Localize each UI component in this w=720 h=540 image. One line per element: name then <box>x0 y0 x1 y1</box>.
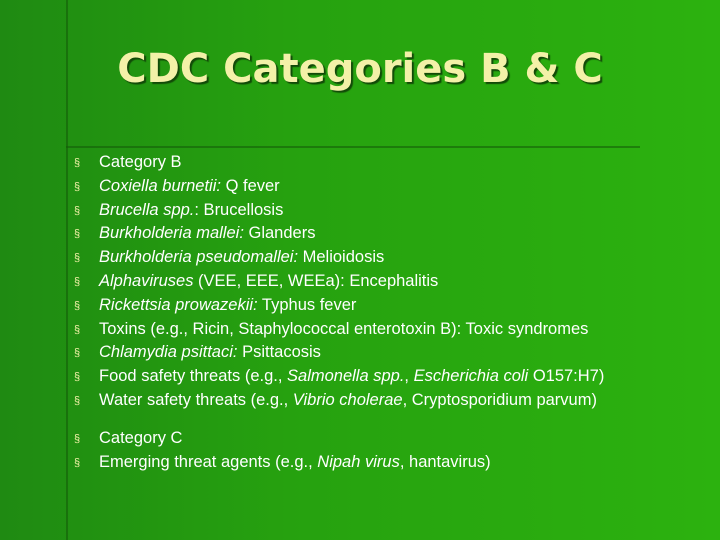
italic-run: Escherichia coli <box>413 367 529 386</box>
bullet-icon: § <box>74 299 81 312</box>
bullet-icon: § <box>74 180 81 193</box>
bullet-group <box>74 152 714 414</box>
italic-run: Coxiella burnetii: <box>99 176 221 195</box>
bullet-item <box>74 428 714 452</box>
bullet-text <box>99 295 356 317</box>
bullet-icon: § <box>74 252 81 265</box>
bullet-item <box>74 176 714 200</box>
bullet-group <box>74 428 714 476</box>
bullet-list <box>74 152 714 475</box>
bullet-item <box>74 247 714 271</box>
bullet-item <box>74 390 714 414</box>
bullet-icon: § <box>74 157 81 169</box>
bullet-item <box>74 223 714 247</box>
text-run: Food safety threats (e.g., <box>99 367 288 386</box>
italic-run: Vibrio cholerae <box>292 390 403 409</box>
italic-run: Brucella spp. <box>99 200 195 219</box>
bullet-text <box>99 152 182 174</box>
bullet-item <box>74 152 714 176</box>
bullet-text <box>99 390 597 412</box>
text-run: Glanders <box>243 224 316 243</box>
bullet-item <box>74 319 714 343</box>
bullet-text <box>99 247 384 269</box>
bullet-icon: § <box>74 275 81 288</box>
text-run: , <box>404 367 414 386</box>
bullet-item <box>74 295 714 319</box>
bullet-item <box>74 452 714 476</box>
text-run: Water safety threats (e.g., <box>99 390 293 409</box>
slide-title: CDC Categories B & C <box>117 46 603 92</box>
bullet-item <box>74 342 714 366</box>
bullet-text <box>99 319 588 341</box>
bullet-item <box>74 271 714 295</box>
bullet-icon: § <box>74 394 81 407</box>
bullet-text <box>99 176 280 198</box>
bullet-icon: § <box>74 228 81 241</box>
bullet-text <box>99 223 315 245</box>
bullet-text <box>99 452 491 474</box>
text-run: Melioidosis <box>298 248 385 267</box>
text-run: Typhus fever <box>257 295 357 314</box>
text-run: : Brucellosis <box>194 200 284 219</box>
bullet-icon: § <box>74 323 81 336</box>
text-run: Category C <box>99 428 183 447</box>
bullet-text <box>99 366 604 388</box>
italic-run: Burkholderia pseudomallei: <box>99 248 299 267</box>
bullet-icon: § <box>74 371 81 384</box>
bullet-icon: § <box>74 432 81 445</box>
text-run: Category B <box>99 153 182 171</box>
frame-horizontal-line <box>66 146 640 148</box>
text-run: Emerging threat agents (e.g., <box>99 452 318 471</box>
bullet-icon: § <box>74 347 81 360</box>
bullet-text <box>99 342 321 364</box>
italic-run: Chlamydia psittaci: <box>99 343 238 362</box>
bullet-item <box>74 366 714 390</box>
italic-run: Nipah virus <box>317 452 400 471</box>
bullet-text <box>99 428 182 450</box>
bullet-text <box>99 271 438 293</box>
bullet-icon: § <box>74 204 81 217</box>
italic-run: Salmonella spp. <box>287 367 405 386</box>
text-run: Psittacosis <box>237 343 321 362</box>
text-run: , hantavirus) <box>399 452 491 471</box>
text-run: Q fever <box>220 176 280 195</box>
italic-run: Alphaviruses <box>99 271 194 290</box>
text-run: (VEE, EEE, WEEa): Encephalitis <box>193 271 439 290</box>
bullet-text <box>99 200 283 222</box>
text-run: Toxins (e.g., Ricin, Staphylococcal enterotoxin B): Toxic syndromes <box>99 319 589 338</box>
bullet-item <box>74 200 714 224</box>
text-run: O157:H7) <box>528 367 605 386</box>
text-run: , Cryptosporidium parvum) <box>402 390 597 409</box>
italic-run: Rickettsia prowazekii: <box>99 295 258 314</box>
bullet-icon: § <box>74 456 81 469</box>
italic-run: Burkholderia mallei: <box>99 224 244 243</box>
